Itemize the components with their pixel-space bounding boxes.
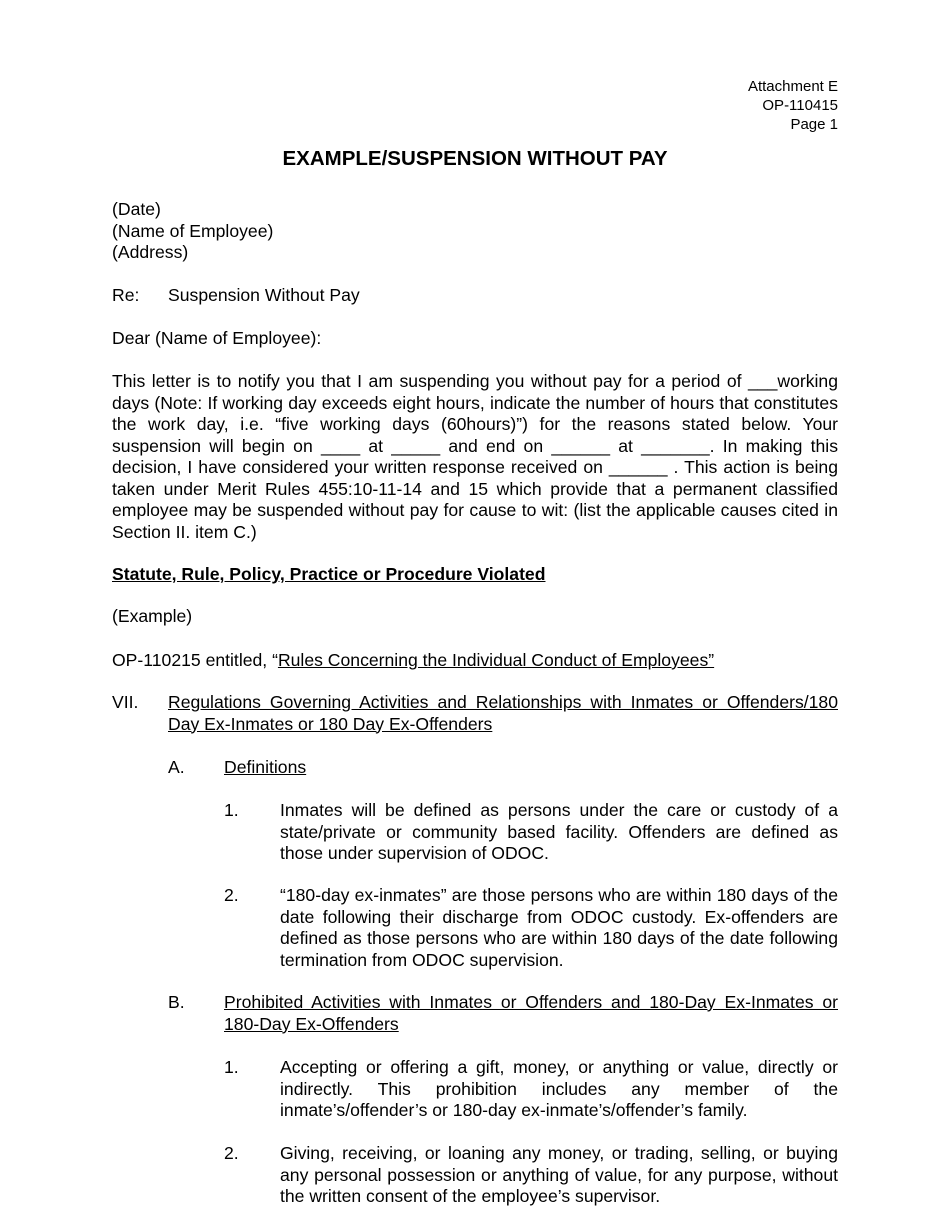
list-item-number: 2. — [224, 1143, 239, 1163]
re-label: Re: — [112, 285, 140, 305]
list-item: Accepting or offering a gift, money, or anything or value, directly or indirectly. This prohibition includes any member of the inmate’s/offender’s or 180-day ex-inmate’s/offender’s family. — [280, 1057, 838, 1120]
date-placeholder: (Date) — [112, 199, 161, 219]
document-title: EXAMPLE/SUSPENSION WITHOUT PAY — [282, 147, 668, 170]
list-item: “180-day ex-inmates” are those persons who are within 180 days of the date following their discharge from ODOC custody. Ex-offenders are defined as those persons who are within 180 days of the date following termination from ODOC supervision. — [280, 885, 838, 970]
employee-name-placeholder: (Name of Employee) — [112, 220, 274, 241]
op-reference-line — [112, 650, 838, 672]
section-vii-number: VII. — [112, 692, 139, 712]
sub-a-title: Definitions — [224, 757, 307, 777]
attachment-label: Attachment E — [747, 78, 838, 95]
sub-a-label: A. — [168, 757, 185, 777]
section-heading: Statute, Rule, Policy, Practice or Procedure Violated — [112, 564, 546, 584]
list-item-number: 1. — [224, 800, 239, 820]
list-item: Giving, receiving, or loaning any money, or trading, selling, or buying any personal possession or anything of value, for any purpose, without the written consent of the employee’s supervisor. — [280, 1143, 838, 1206]
salutation: Dear (Name of Employee): — [112, 328, 322, 348]
address-placeholder: (Address) — [112, 242, 189, 262]
re-subject: Suspension Without Pay — [168, 285, 360, 305]
address-block — [112, 199, 838, 264]
op-number: OP-110415 — [762, 97, 838, 114]
sub-b-label: B. — [168, 992, 185, 1012]
op-reference-prefix: OP-110215 entitled, “ — [112, 650, 278, 670]
example-label: (Example) — [112, 606, 193, 626]
page-number: Page 1 — [790, 116, 838, 133]
op-reference-title: Rules Concerning the Individual Conduct of Employees” — [277, 650, 715, 670]
list-item-number: 2. — [224, 885, 239, 905]
list-item: Inmates will be defined as persons under the care or custody of a state/private or community based facility. Offenders are defined as those under supervision of ODOC. — [280, 800, 838, 863]
sub-b-title: Prohibited Activities with Inmates or Offenders and 180-Day Ex-Inmates or 180-Day Ex-Offenders — [224, 992, 838, 1034]
re-line — [112, 285, 838, 307]
body-paragraph: This letter is to notify you that I am suspending you without pay for a period of ___working days (Note: If working day exceeds eight hours, indicate the number of hours that constitutes the work day, i.e. “five working days (60hours)”) for the reasons stated below. Your suspension will begin on ____ at _____ and end on ______ at _______. In making this decision, I have considered your written response received on ______ . This action is being taken under Merit Rules 455:10-11-14 and 15 which provide that a permanent classified employee may be suspended without pay for cause to wit: (list the applicable causes cited in Section II. item C.) — [112, 371, 838, 542]
list-item-number: 1. — [224, 1057, 239, 1077]
section-vii-title: Regulations Governing Activities and Relationships with Inmates or Offenders/180 Day Ex-Inmates or 180 Day Ex-Offenders — [168, 692, 838, 734]
page-header — [748, 77, 838, 134]
